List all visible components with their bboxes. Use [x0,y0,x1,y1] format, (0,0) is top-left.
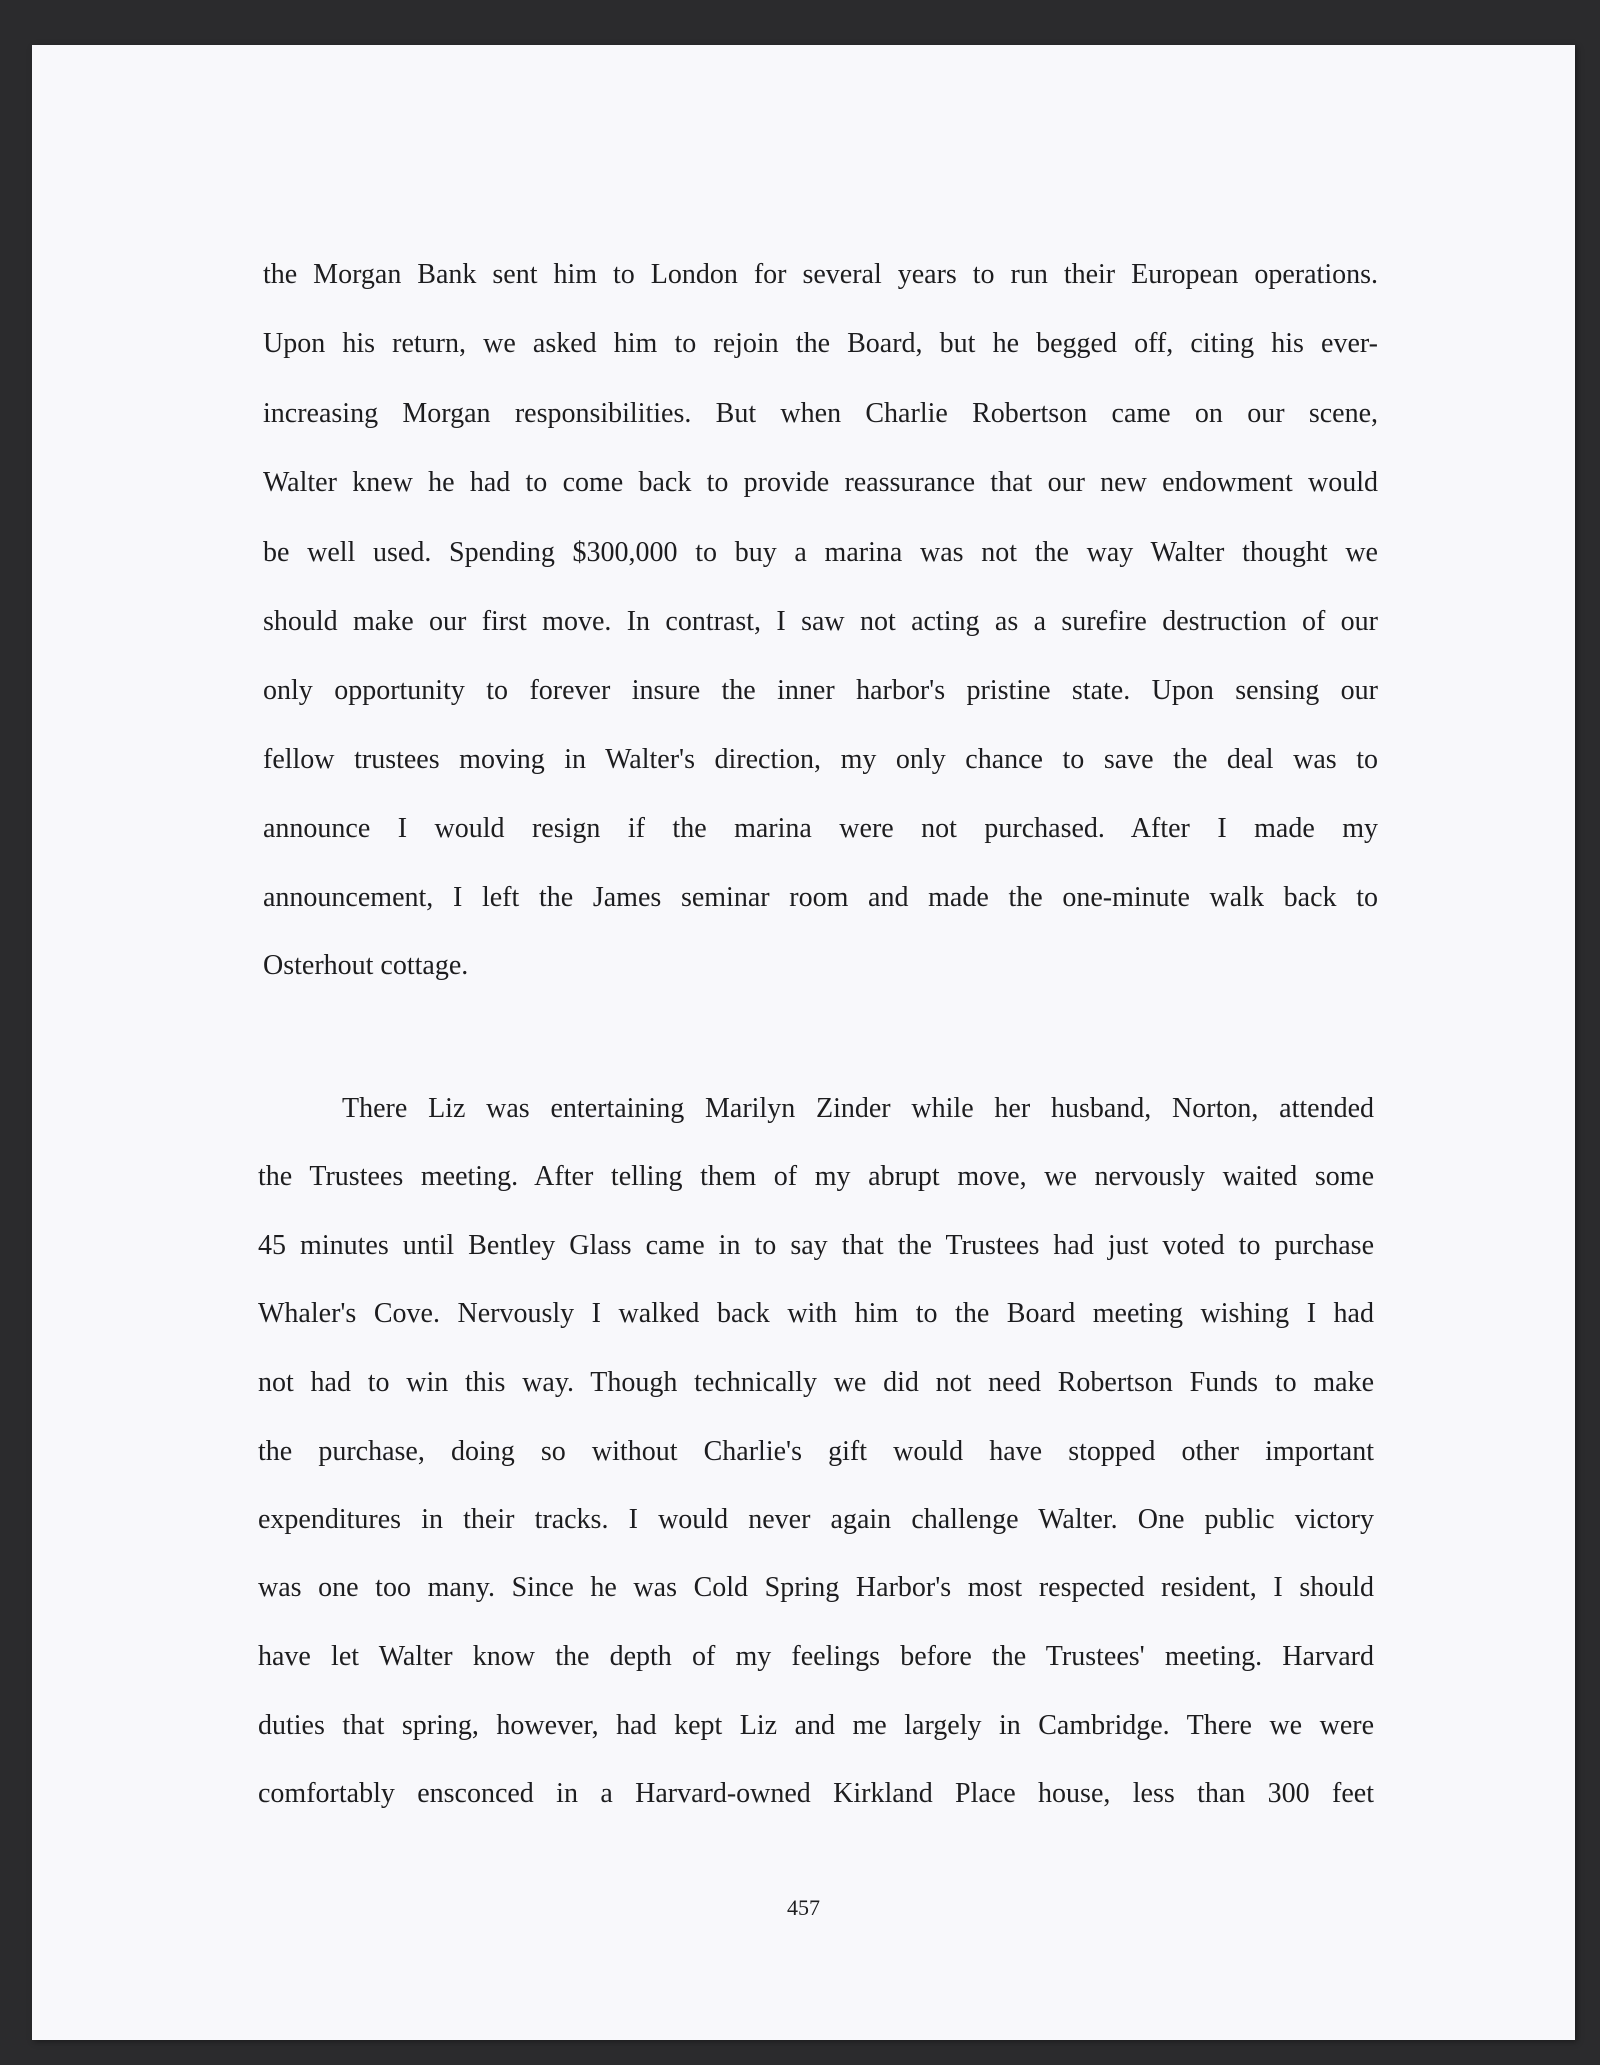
text-line: increasing Morgan responsibilities. But when Charlie Robertson came on our scene, [263,398,1378,429]
page-number: 457 [787,1895,820,1920]
text-line: Walter knew he had to come back to provide reassurance that our new endowment would [263,467,1378,498]
text-line: the Trustees meeting. After telling them of my abrupt move, we nervously waited some [258,1161,1374,1192]
text-line: fellow trustees moving in Walter's direction, my only chance to save the deal was to [263,744,1378,775]
text-line: be well used. Spending $300,000 to buy a marina was not the way Walter thought we [263,537,1378,568]
text-line: 45 minutes until Bentley Glass came in to say that the Trustees had just voted to purchase [258,1230,1374,1261]
text-line: expenditures in their tracks. I would never again challenge Walter. One public victory [258,1504,1374,1535]
text-line: Osterhout cottage. [263,950,469,981]
text-line: have let Walter know the depth of my feelings before the Trustees' meeting. Harvard [258,1641,1374,1672]
text-line: Whaler's Cove. Nervously I walked back with him to the Board meeting wishing I had [258,1298,1374,1329]
text-line: There Liz was entertaining Marilyn Zinder while her husband, Norton, attended [342,1093,1374,1124]
text-line: duties that spring, however, had kept Liz and me largely in Cambridge. There we were [258,1710,1374,1741]
text-line: should make our first move. In contrast, I saw not acting as a surefire destruction of our [263,606,1378,637]
text-line: only opportunity to forever insure the inner harbor's pristine state. Upon sensing our [263,675,1378,706]
text-line: announcement, I left the James seminar room and made the one-minute walk back to [263,882,1378,913]
text-line: the purchase, doing so without Charlie's gift would have stopped other important [258,1436,1374,1467]
text-line: comfortably ensconced in a Harvard-owned Kirkland Place house, less than 300 feet [258,1778,1374,1809]
document-page [32,45,1575,2040]
text-line: not had to win this way. Though technically we did not need Robertson Funds to make [258,1367,1374,1398]
text-line: Upon his return, we asked him to rejoin the Board, but he begged off, citing his ever- [263,328,1378,359]
text-line: the Morgan Bank sent him to London for several years to run their European operations. [263,259,1378,290]
text-line: was one too many. Since he was Cold Spring Harbor's most respected resident, I should [258,1572,1374,1603]
text-line: announce I would resign if the marina were not purchased. After I made my [263,813,1378,844]
